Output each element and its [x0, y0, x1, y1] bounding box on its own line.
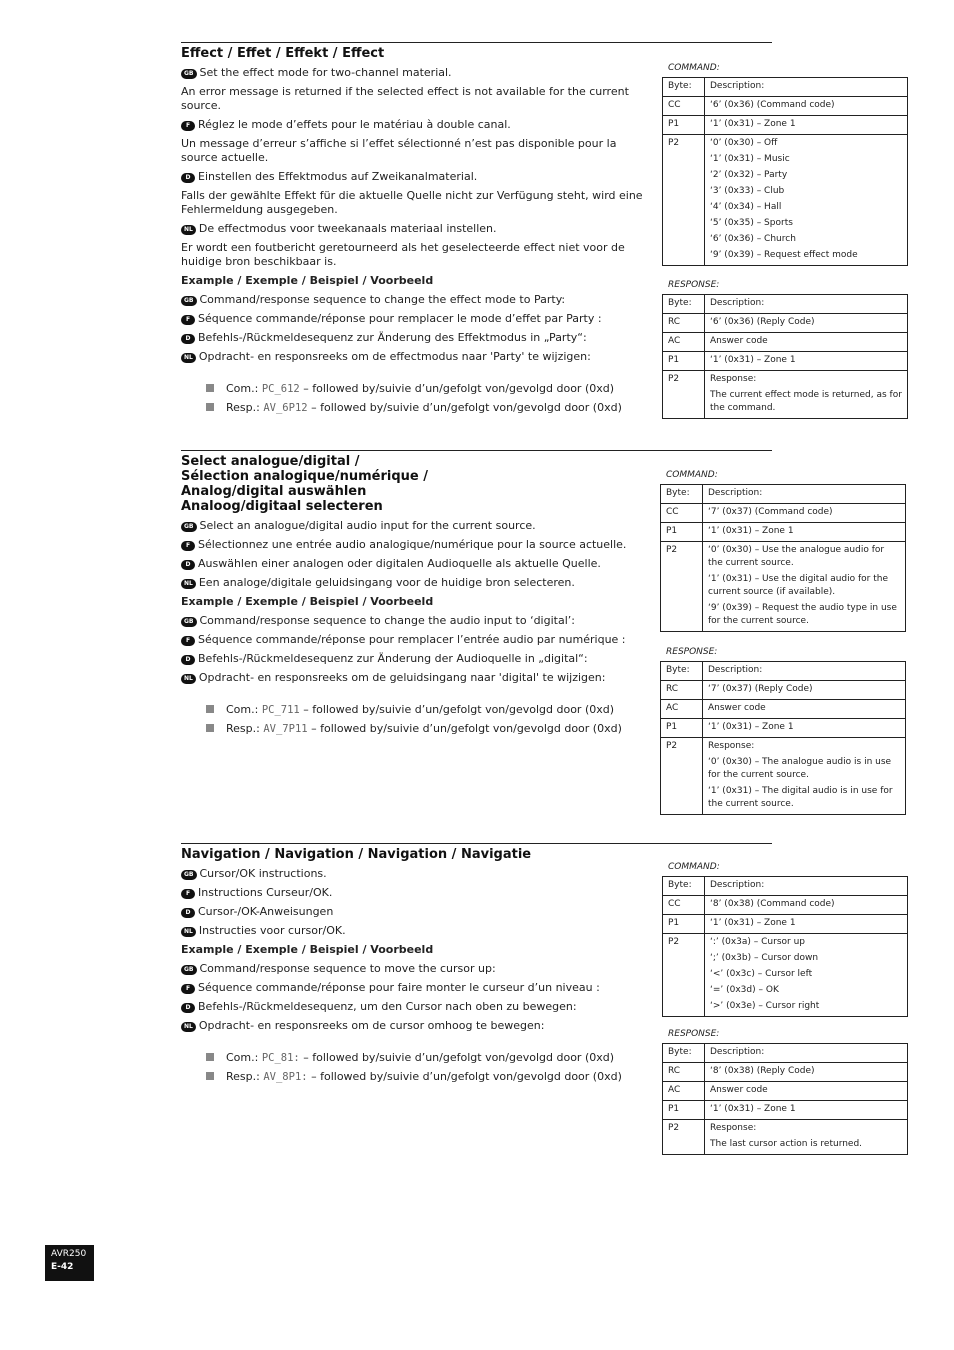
byte-cell: AC — [663, 333, 705, 352]
description-line: ‘1’ (0x31) – The digital audio is in use for the current source. — [708, 786, 893, 809]
description-cell — [705, 1101, 908, 1120]
line-label: Com.: — [226, 382, 262, 395]
table-row — [663, 877, 908, 896]
description-cell — [703, 700, 906, 719]
example-paragraph-text: Séquence commande/réponse pour faire monter le curseur d’un niveau : — [198, 981, 600, 994]
description-line: ‘6’ (0x36) – Church — [710, 234, 796, 244]
table-row — [663, 1063, 908, 1082]
description-paragraph-text: Set the effect mode for two-channel material. — [199, 66, 452, 79]
description-paragraph-text: Auswählen einer analogen oder digitalen Audioquelle als aktuelle Quelle. — [198, 557, 601, 570]
description-line: ‘4’ (0x34) – Hall — [710, 202, 782, 212]
example-paragraph-text: Befehls-/Rückmeldesequenz zur Änderung der Audioquelle in „digital“: — [198, 652, 588, 665]
description-paragraph — [181, 924, 653, 938]
description-line: Description: — [708, 665, 763, 675]
description-paragraph — [181, 66, 653, 80]
description-cell — [705, 877, 908, 896]
section-effect — [181, 46, 653, 420]
description-line: ‘=’ (0x3d) – OK — [710, 985, 779, 995]
description-line: ‘6’ (0x36) (Reply Code) — [710, 317, 815, 327]
language-badge-icon: NL — [181, 225, 196, 235]
command-table — [662, 63, 908, 266]
language-badge-icon: F — [181, 121, 195, 131]
byte-cell: CC — [663, 97, 705, 116]
language-badge-icon: NL — [181, 927, 196, 937]
description-cell — [703, 738, 906, 815]
language-badge-icon: GB — [181, 522, 197, 532]
byte-cell: Byte: — [661, 485, 703, 504]
language-badge-icon: D — [181, 908, 195, 918]
description-cell — [705, 116, 908, 135]
code-string: PC_711 — [261, 704, 300, 716]
command-table — [662, 862, 908, 1017]
code-string: PC_612 — [261, 383, 300, 395]
description-line: ‘;’ (0x3b) – Cursor down — [710, 953, 819, 963]
table-row — [663, 915, 908, 934]
byte-cell: Byte: — [661, 662, 703, 681]
description-cell — [705, 1063, 908, 1082]
description-cell — [703, 485, 906, 504]
description-cell — [703, 681, 906, 700]
example-paragraph — [181, 1000, 653, 1014]
example-paragraph — [181, 962, 653, 976]
byte-cell: RC — [663, 1063, 705, 1082]
description-line: ‘9’ (0x39) – Request effect mode — [710, 250, 858, 260]
response-line — [206, 401, 653, 415]
command-caption: COMMAND: — [668, 63, 720, 73]
description-paragraph-text: De effectmodus voor tweekanaals materiaal instellen. — [198, 222, 497, 235]
code-string: AV_6P12 — [263, 402, 308, 414]
description-line: ‘1’ (0x31) – Use the digital audio for the current source (if available). — [708, 574, 888, 597]
table-row — [661, 738, 906, 815]
example-paragraph-text: Command/response sequence to change the effect mode to Party: — [199, 293, 566, 306]
description-paragraph — [181, 170, 653, 184]
command-caption: COMMAND: — [668, 862, 720, 872]
line-suffix: – followed by/suivie d’un/gefolgt von/gevolgd door (0xd) — [307, 722, 622, 735]
bullet-square-icon — [206, 724, 214, 732]
section-title — [181, 46, 653, 61]
section-title-line: Analog/digital auswählen — [181, 484, 367, 499]
table-row — [663, 333, 908, 352]
section-title-line: Analoog/digitaal selecteren — [181, 499, 383, 514]
command-line — [206, 703, 653, 717]
byte-cell: P2 — [663, 1120, 705, 1155]
page-number: E-42 — [51, 1262, 74, 1272]
description-cell — [703, 719, 906, 738]
example-paragraph — [181, 614, 653, 628]
table-row — [663, 352, 908, 371]
description-paragraph-text: Instructions Curseur/OK. — [198, 886, 333, 899]
description-paragraph-text: Cursor-/OK-Anweisungen — [198, 905, 334, 918]
table-row — [661, 504, 906, 523]
example-heading: Example / Exemple / Beispiel / Voorbeeld — [181, 943, 434, 956]
description-line: ‘6’ (0x36) (Command code) — [710, 100, 835, 110]
description-paragraph — [181, 867, 653, 881]
description-line: Response: — [710, 374, 757, 384]
language-badge-icon: F — [181, 984, 195, 994]
line-suffix: – followed by/suivie d’un/gefolgt von/gevolgd door (0xd) — [307, 401, 622, 414]
line-suffix: – followed by/suivie d’un/gefolgt von/gevolgd door (0xd) — [307, 1070, 622, 1083]
table-row — [663, 896, 908, 915]
description-cell — [705, 1120, 908, 1155]
response-grid — [662, 1043, 908, 1155]
description-line: ‘5’ (0x35) – Sports — [710, 218, 793, 228]
example-paragraph-text: Séquence commande/réponse pour remplacer le mode d’effet par Party : — [198, 312, 602, 325]
response-caption: RESPONSE: — [666, 647, 718, 657]
example-paragraph — [181, 1019, 653, 1033]
description-line: Description: — [710, 880, 765, 890]
response-line — [206, 1070, 653, 1084]
response-table — [660, 647, 906, 815]
byte-cell: CC — [661, 504, 703, 523]
table-row — [661, 662, 906, 681]
description-cell — [705, 934, 908, 1017]
example-paragraph-text: Opdracht- en responsreeks om de geluidsingang naar 'digital' te wijzigen: — [198, 671, 606, 684]
description-line: ‘8’ (0x38) (Command code) — [710, 899, 835, 909]
description-paragraph-text: Un message d’erreur s’affiche si l’effet sélectionné n’est pas disponible pour la source actuelle. — [181, 137, 617, 164]
byte-cell: P1 — [661, 719, 703, 738]
description-line: ‘1’ (0x31) – Zone 1 — [708, 722, 794, 732]
command-table — [660, 470, 906, 632]
response-caption: RESPONSE: — [668, 280, 720, 290]
language-badge-icon: NL — [181, 353, 196, 363]
byte-cell: P2 — [663, 135, 705, 266]
description-line: Description: — [710, 1047, 765, 1057]
description-line: ‘1’ (0x31) – Zone 1 — [710, 355, 796, 365]
description-paragraph-text: Falls der gewählte Effekt für die aktuelle Quelle nicht zur Verfügung steht, wird eine Fehlermeldung ausgegeben. — [181, 189, 643, 216]
example-paragraph — [181, 633, 653, 647]
language-badge-icon: GB — [181, 965, 197, 975]
line-suffix: – followed by/suivie d’un/gefolgt von/gevolgd door (0xd) — [299, 1051, 615, 1064]
line-label: Resp.: — [226, 401, 264, 414]
byte-cell: P1 — [663, 915, 705, 934]
line-suffix: – followed by/suivie d’un/gefolgt von/gevolgd door (0xd) — [299, 703, 615, 716]
description-cell — [705, 97, 908, 116]
section-title-line: Sélection analogique/numérique / — [181, 469, 429, 484]
command-sequence — [206, 382, 653, 415]
description-cell — [703, 504, 906, 523]
description-line: ‘7’ (0x37) (Command code) — [708, 507, 833, 517]
description-line: ‘1’ (0x31) – Zone 1 — [710, 1104, 796, 1114]
command-grid — [662, 876, 908, 1017]
description-line: The current effect mode is returned, as for the command. — [710, 390, 902, 413]
description-line: ‘1’ (0x31) – Zone 1 — [710, 119, 796, 129]
description-cell — [705, 1044, 908, 1063]
command-grid — [662, 77, 908, 266]
byte-cell: RC — [663, 314, 705, 333]
table-row — [663, 1044, 908, 1063]
language-badge-icon: D — [181, 655, 195, 665]
description-paragraph — [181, 118, 653, 132]
description-cell — [705, 371, 908, 419]
language-badge-icon: F — [181, 636, 195, 646]
description-cell — [705, 314, 908, 333]
language-badge-icon: NL — [181, 1022, 196, 1032]
language-badge-icon: GB — [181, 870, 197, 880]
description-line: ‘1’ (0x31) – Music — [710, 154, 790, 164]
description-paragraph — [181, 137, 653, 165]
byte-cell: P2 — [663, 934, 705, 1017]
section-title — [181, 847, 653, 862]
description-line: ‘0’ (0x30) – Off — [710, 138, 778, 148]
command-sequence — [206, 1051, 653, 1084]
code-string: PC_81: — [261, 1052, 300, 1064]
byte-cell: P1 — [663, 1101, 705, 1120]
description-paragraph — [181, 557, 653, 571]
table-row — [663, 116, 908, 135]
table-row — [663, 295, 908, 314]
table-row — [661, 542, 906, 632]
section-title-line: Effect / Effet / Effekt / Effect — [181, 46, 385, 61]
language-badge-icon: NL — [181, 674, 196, 684]
description-line: ‘3’ (0x33) – Club — [710, 186, 785, 196]
table-row — [661, 681, 906, 700]
code-string: AV_8P1: — [263, 1071, 308, 1083]
description-cell — [705, 352, 908, 371]
example-paragraph-text: Befehls-/Rückmeldesequenz, um den Cursor nach oben zu bewegen: — [198, 1000, 577, 1013]
byte-cell: Byte: — [663, 295, 705, 314]
description-line: ‘>’ (0x3e) – Cursor right — [710, 1001, 820, 1011]
section-rule — [181, 42, 772, 43]
table-row — [663, 1120, 908, 1155]
table-row — [663, 97, 908, 116]
description-paragraph-text: Sélectionnez une entrée audio analogique/numérique pour la source actuelle. — [198, 538, 627, 551]
language-badge-icon: F — [181, 889, 195, 899]
table-row — [661, 700, 906, 719]
byte-cell: CC — [663, 896, 705, 915]
language-badge-icon: NL — [181, 579, 196, 589]
description-paragraph-text: Einstellen des Effektmodus auf Zweikanalmaterial. — [198, 170, 478, 183]
section-title — [181, 454, 653, 514]
description-cell — [705, 1082, 908, 1101]
bullet-square-icon — [206, 384, 214, 392]
description-paragraph — [181, 189, 653, 217]
description-paragraph-text: Réglez le mode d’effets pour le matériau à double canal. — [198, 118, 511, 131]
description-line: Description: — [708, 488, 763, 498]
language-badge-icon: F — [181, 541, 195, 551]
byte-cell: AC — [661, 700, 703, 719]
example-paragraph-text: Command/response sequence to move the cursor up: — [199, 962, 496, 975]
description-line: ‘:’ (0x3a) – Cursor up — [710, 937, 806, 947]
code-string: AV_7P11 — [263, 723, 308, 735]
description-line: ‘0’ (0x30) – Use the analogue audio for the current source. — [708, 545, 885, 568]
description-paragraph-text: Er wordt een foutbericht geretourneerd als het geselecteerde effect niet voor de huidige bron beschikbaar is. — [181, 241, 625, 268]
language-badge-icon: D — [181, 560, 195, 570]
byte-cell: P2 — [661, 738, 703, 815]
description-line: Response: — [710, 1123, 757, 1133]
example-paragraph-text: Command/response sequence to change the audio input to ‘digital’: — [199, 614, 575, 627]
byte-cell: P1 — [661, 523, 703, 542]
description-cell — [705, 78, 908, 97]
description-cell — [705, 333, 908, 352]
byte-cell: P2 — [661, 542, 703, 632]
language-badge-icon: D — [181, 173, 195, 183]
description-paragraph — [181, 886, 653, 900]
language-badge-icon: D — [181, 334, 195, 344]
table-row — [663, 78, 908, 97]
table-row — [661, 523, 906, 542]
command-caption: COMMAND: — [666, 470, 718, 480]
description-paragraph — [181, 519, 653, 533]
description-line: ‘7’ (0x37) (Reply Code) — [708, 684, 813, 694]
description-paragraph — [181, 85, 653, 113]
example-heading: Example / Exemple / Beispiel / Voorbeeld — [181, 595, 434, 608]
line-label: Resp.: — [226, 1070, 264, 1083]
response-table — [662, 280, 908, 419]
section-navigation — [181, 847, 653, 1089]
table-row — [663, 1101, 908, 1120]
description-paragraph-text: Een analoge/digitale geluidsingang voor de huidige bron selecteren. — [198, 576, 575, 589]
description-paragraph-text: Instructies voor cursor/OK. — [198, 924, 346, 937]
example-paragraph — [181, 293, 653, 307]
description-paragraph — [181, 241, 653, 269]
description-paragraph — [181, 905, 653, 919]
description-line: ‘1’ (0x31) – Zone 1 — [710, 918, 796, 928]
example-paragraph — [181, 312, 653, 326]
description-line: Answer code — [710, 336, 768, 346]
byte-cell: P1 — [663, 352, 705, 371]
description-paragraph-text: Select an analogue/digital audio input for the current source. — [199, 519, 536, 532]
example-paragraph-text: Opdracht- en responsreeks om de effectmodus naar 'Party' te wijzigen: — [198, 350, 591, 363]
description-cell — [703, 523, 906, 542]
command-grid — [660, 484, 906, 632]
section-rule — [181, 843, 772, 844]
description-paragraph — [181, 538, 653, 552]
byte-cell: Byte: — [663, 1044, 705, 1063]
description-cell — [703, 542, 906, 632]
description-line: Description: — [710, 81, 765, 91]
response-caption: RESPONSE: — [668, 1029, 720, 1039]
table-row — [663, 314, 908, 333]
line-label: Com.: — [226, 1051, 262, 1064]
command-line — [206, 1051, 653, 1065]
example-paragraph — [181, 671, 653, 685]
example-heading: Example / Exemple / Beispiel / Voorbeeld — [181, 274, 434, 287]
byte-cell: AC — [663, 1082, 705, 1101]
example-paragraph — [181, 981, 653, 995]
page-footer — [45, 1245, 94, 1281]
description-cell — [705, 896, 908, 915]
response-grid — [662, 294, 908, 419]
bullet-square-icon — [206, 1072, 214, 1080]
example-paragraph-text: Séquence commande/réponse pour remplacer l’entrée audio par numérique : — [198, 633, 626, 646]
example-paragraph — [181, 652, 653, 666]
table-row — [661, 719, 906, 738]
language-badge-icon: F — [181, 315, 195, 325]
byte-cell: RC — [661, 681, 703, 700]
description-cell — [705, 135, 908, 266]
description-cell — [705, 915, 908, 934]
description-line: Description: — [710, 298, 765, 308]
section-rule — [181, 450, 772, 451]
language-badge-icon: GB — [181, 69, 197, 79]
response-table — [662, 1029, 908, 1155]
table-row — [661, 485, 906, 504]
description-line: ‘0’ (0x30) – The analogue audio is in use for the current source. — [708, 757, 892, 780]
section-title-line: Select analogue/digital / — [181, 454, 360, 469]
byte-cell: P2 — [663, 371, 705, 419]
description-line: Answer code — [708, 703, 766, 713]
table-row — [663, 1082, 908, 1101]
language-badge-icon: GB — [181, 617, 197, 627]
section-title-line: Navigation / Navigation / Navigation / Navigatie — [181, 847, 532, 862]
description-paragraph — [181, 576, 653, 590]
table-row — [663, 934, 908, 1017]
bullet-square-icon — [206, 403, 214, 411]
bullet-square-icon — [206, 1053, 214, 1061]
description-paragraph-text: An error message is returned if the selected effect is not available for the current source. — [181, 85, 629, 112]
description-line: The last cursor action is returned. — [710, 1139, 863, 1149]
byte-cell: P1 — [663, 116, 705, 135]
table-row — [663, 135, 908, 266]
example-paragraph — [181, 331, 653, 345]
example-paragraph — [181, 350, 653, 364]
description-cell — [703, 662, 906, 681]
response-grid — [660, 661, 906, 815]
table-row — [663, 371, 908, 419]
description-line: ‘1’ (0x31) – Zone 1 — [708, 526, 794, 536]
language-badge-icon: GB — [181, 296, 197, 306]
description-line: ‘2’ (0x32) – Party — [710, 170, 788, 180]
response-line — [206, 722, 653, 736]
description-line: ‘<’ (0x3c) – Cursor left — [710, 969, 813, 979]
command-line — [206, 382, 653, 396]
byte-cell: Byte: — [663, 78, 705, 97]
model-name: AVR250 — [51, 1249, 87, 1259]
byte-cell: Byte: — [663, 877, 705, 896]
description-line: Response: — [708, 741, 755, 751]
bullet-square-icon — [206, 705, 214, 713]
language-badge-icon: D — [181, 1003, 195, 1013]
line-suffix: – followed by/suivie d’un/gefolgt von/gevolgd door (0xd) — [299, 382, 615, 395]
line-label: Resp.: — [226, 722, 264, 735]
line-label: Com.: — [226, 703, 262, 716]
description-line: Answer code — [710, 1085, 768, 1095]
description-line: ‘8’ (0x38) (Reply Code) — [710, 1066, 815, 1076]
example-paragraph-text: Befehls-/Rückmeldesequenz zur Änderung des Effektmodus in „Party“: — [198, 331, 587, 344]
command-sequence — [206, 703, 653, 736]
description-line: ‘9’ (0x39) – Request the audio type in use for the current source. — [708, 603, 897, 626]
section-analogue-digital — [181, 454, 653, 741]
description-paragraph-text: Cursor/OK instructions. — [199, 867, 327, 880]
description-paragraph — [181, 222, 653, 236]
example-paragraph-text: Opdracht- en responsreeks om de cursor omhoog te bewegen: — [198, 1019, 545, 1032]
description-cell — [705, 295, 908, 314]
